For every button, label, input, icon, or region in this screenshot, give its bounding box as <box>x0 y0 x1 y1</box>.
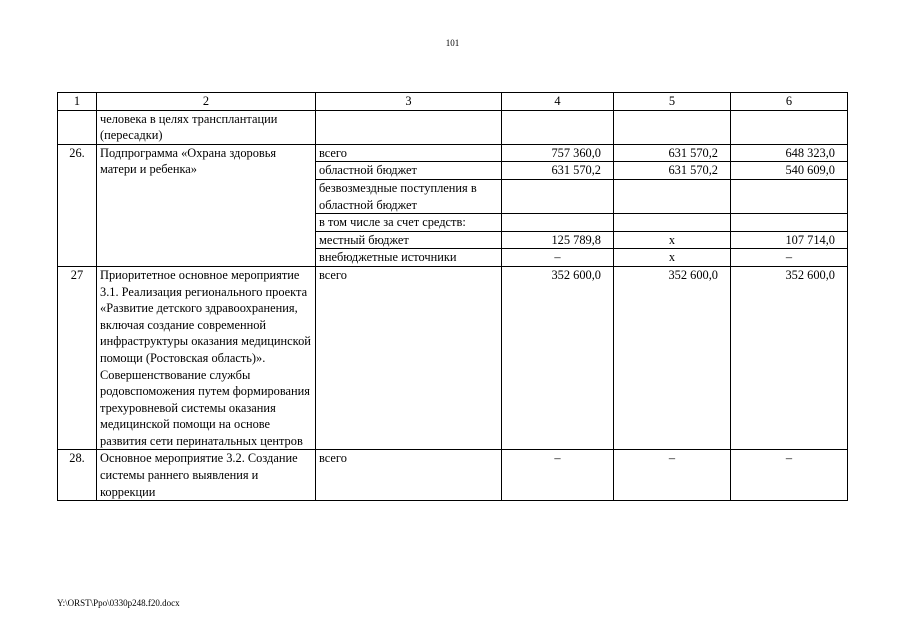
row-source: безвозмездные поступления в областной бюджет <box>316 179 502 213</box>
row-value-4: – <box>502 249 614 267</box>
row-name: человека в целях трансплантации (пересадки) <box>97 110 316 144</box>
header-col-3: 3 <box>316 93 502 111</box>
row-number: 27 <box>58 266 97 450</box>
row-name: Подпрограмма «Охрана здоровья матери и ребенка» <box>97 144 316 266</box>
row-value-4: 352 600,0 <box>502 266 614 450</box>
row-value-5: х <box>614 231 731 249</box>
row-value-5: 352 600,0 <box>614 266 731 450</box>
row-value-6 <box>731 110 848 144</box>
row-value-4: – <box>502 450 614 501</box>
row-value-4: 631 570,2 <box>502 162 614 180</box>
row-value-5: – <box>614 450 731 501</box>
row-number: 26. <box>58 144 97 266</box>
header-col-6: 6 <box>731 93 848 111</box>
row-value-4 <box>502 214 614 232</box>
header-col-4: 4 <box>502 93 614 111</box>
row-source: областной бюджет <box>316 162 502 180</box>
row-source: местный бюджет <box>316 231 502 249</box>
row-source: всего <box>316 266 502 450</box>
budget-table <box>57 92 848 501</box>
row-value-5: 631 570,2 <box>614 144 731 162</box>
row-value-6: 107 714,0 <box>731 231 848 249</box>
row-value-6: 352 600,0 <box>731 266 848 450</box>
row-source: всего <box>316 450 502 501</box>
header-col-1: 1 <box>58 93 97 111</box>
row-source: внебюджетные источники <box>316 249 502 267</box>
page-number: 101 <box>445 38 460 48</box>
row-source <box>316 110 502 144</box>
table-header-row <box>58 93 848 111</box>
row-value-4: 125 789,8 <box>502 231 614 249</box>
row-value-6: 648 323,0 <box>731 144 848 162</box>
row-name: Приоритетное основное мероприятие 3.1. Реализация регионального проекта «Развитие детского здравоохранения, включая создание современной инфраструктуры оказания медицинской помощи (Ростовская область)». Совершенствование службы родовспоможения путем формирования трехуровневой системы оказания медицинской помощи на основе развития сети перинатальных центров <box>97 266 316 450</box>
row-number <box>58 110 97 144</box>
row-name: Основное мероприятие 3.2. Создание системы раннего выявления и коррекции <box>97 450 316 501</box>
row-value-4: 757 360,0 <box>502 144 614 162</box>
row-value-6 <box>731 214 848 232</box>
row-value-5: 631 570,2 <box>614 162 731 180</box>
table-row-27 <box>58 266 848 450</box>
header-col-2: 2 <box>97 93 316 111</box>
table-row-26-total <box>58 144 848 162</box>
row-value-6: – <box>731 450 848 501</box>
row-value-5 <box>614 214 731 232</box>
row-value-6 <box>731 179 848 213</box>
row-source: в том числе за счет средств: <box>316 214 502 232</box>
row-number: 28. <box>58 450 97 501</box>
row-source: всего <box>316 144 502 162</box>
row-value-5: х <box>614 249 731 267</box>
row-value-4 <box>502 179 614 213</box>
row-value-4 <box>502 110 614 144</box>
row-value-5 <box>614 110 731 144</box>
row-value-5 <box>614 179 731 213</box>
table-row-28 <box>58 450 848 501</box>
table-row-continuation <box>58 110 848 144</box>
header-col-5: 5 <box>614 93 731 111</box>
footer-file-path: Y:\ORST\Ppo\0330p248.f20.docx <box>57 598 180 608</box>
row-value-6: – <box>731 249 848 267</box>
row-value-6: 540 609,0 <box>731 162 848 180</box>
